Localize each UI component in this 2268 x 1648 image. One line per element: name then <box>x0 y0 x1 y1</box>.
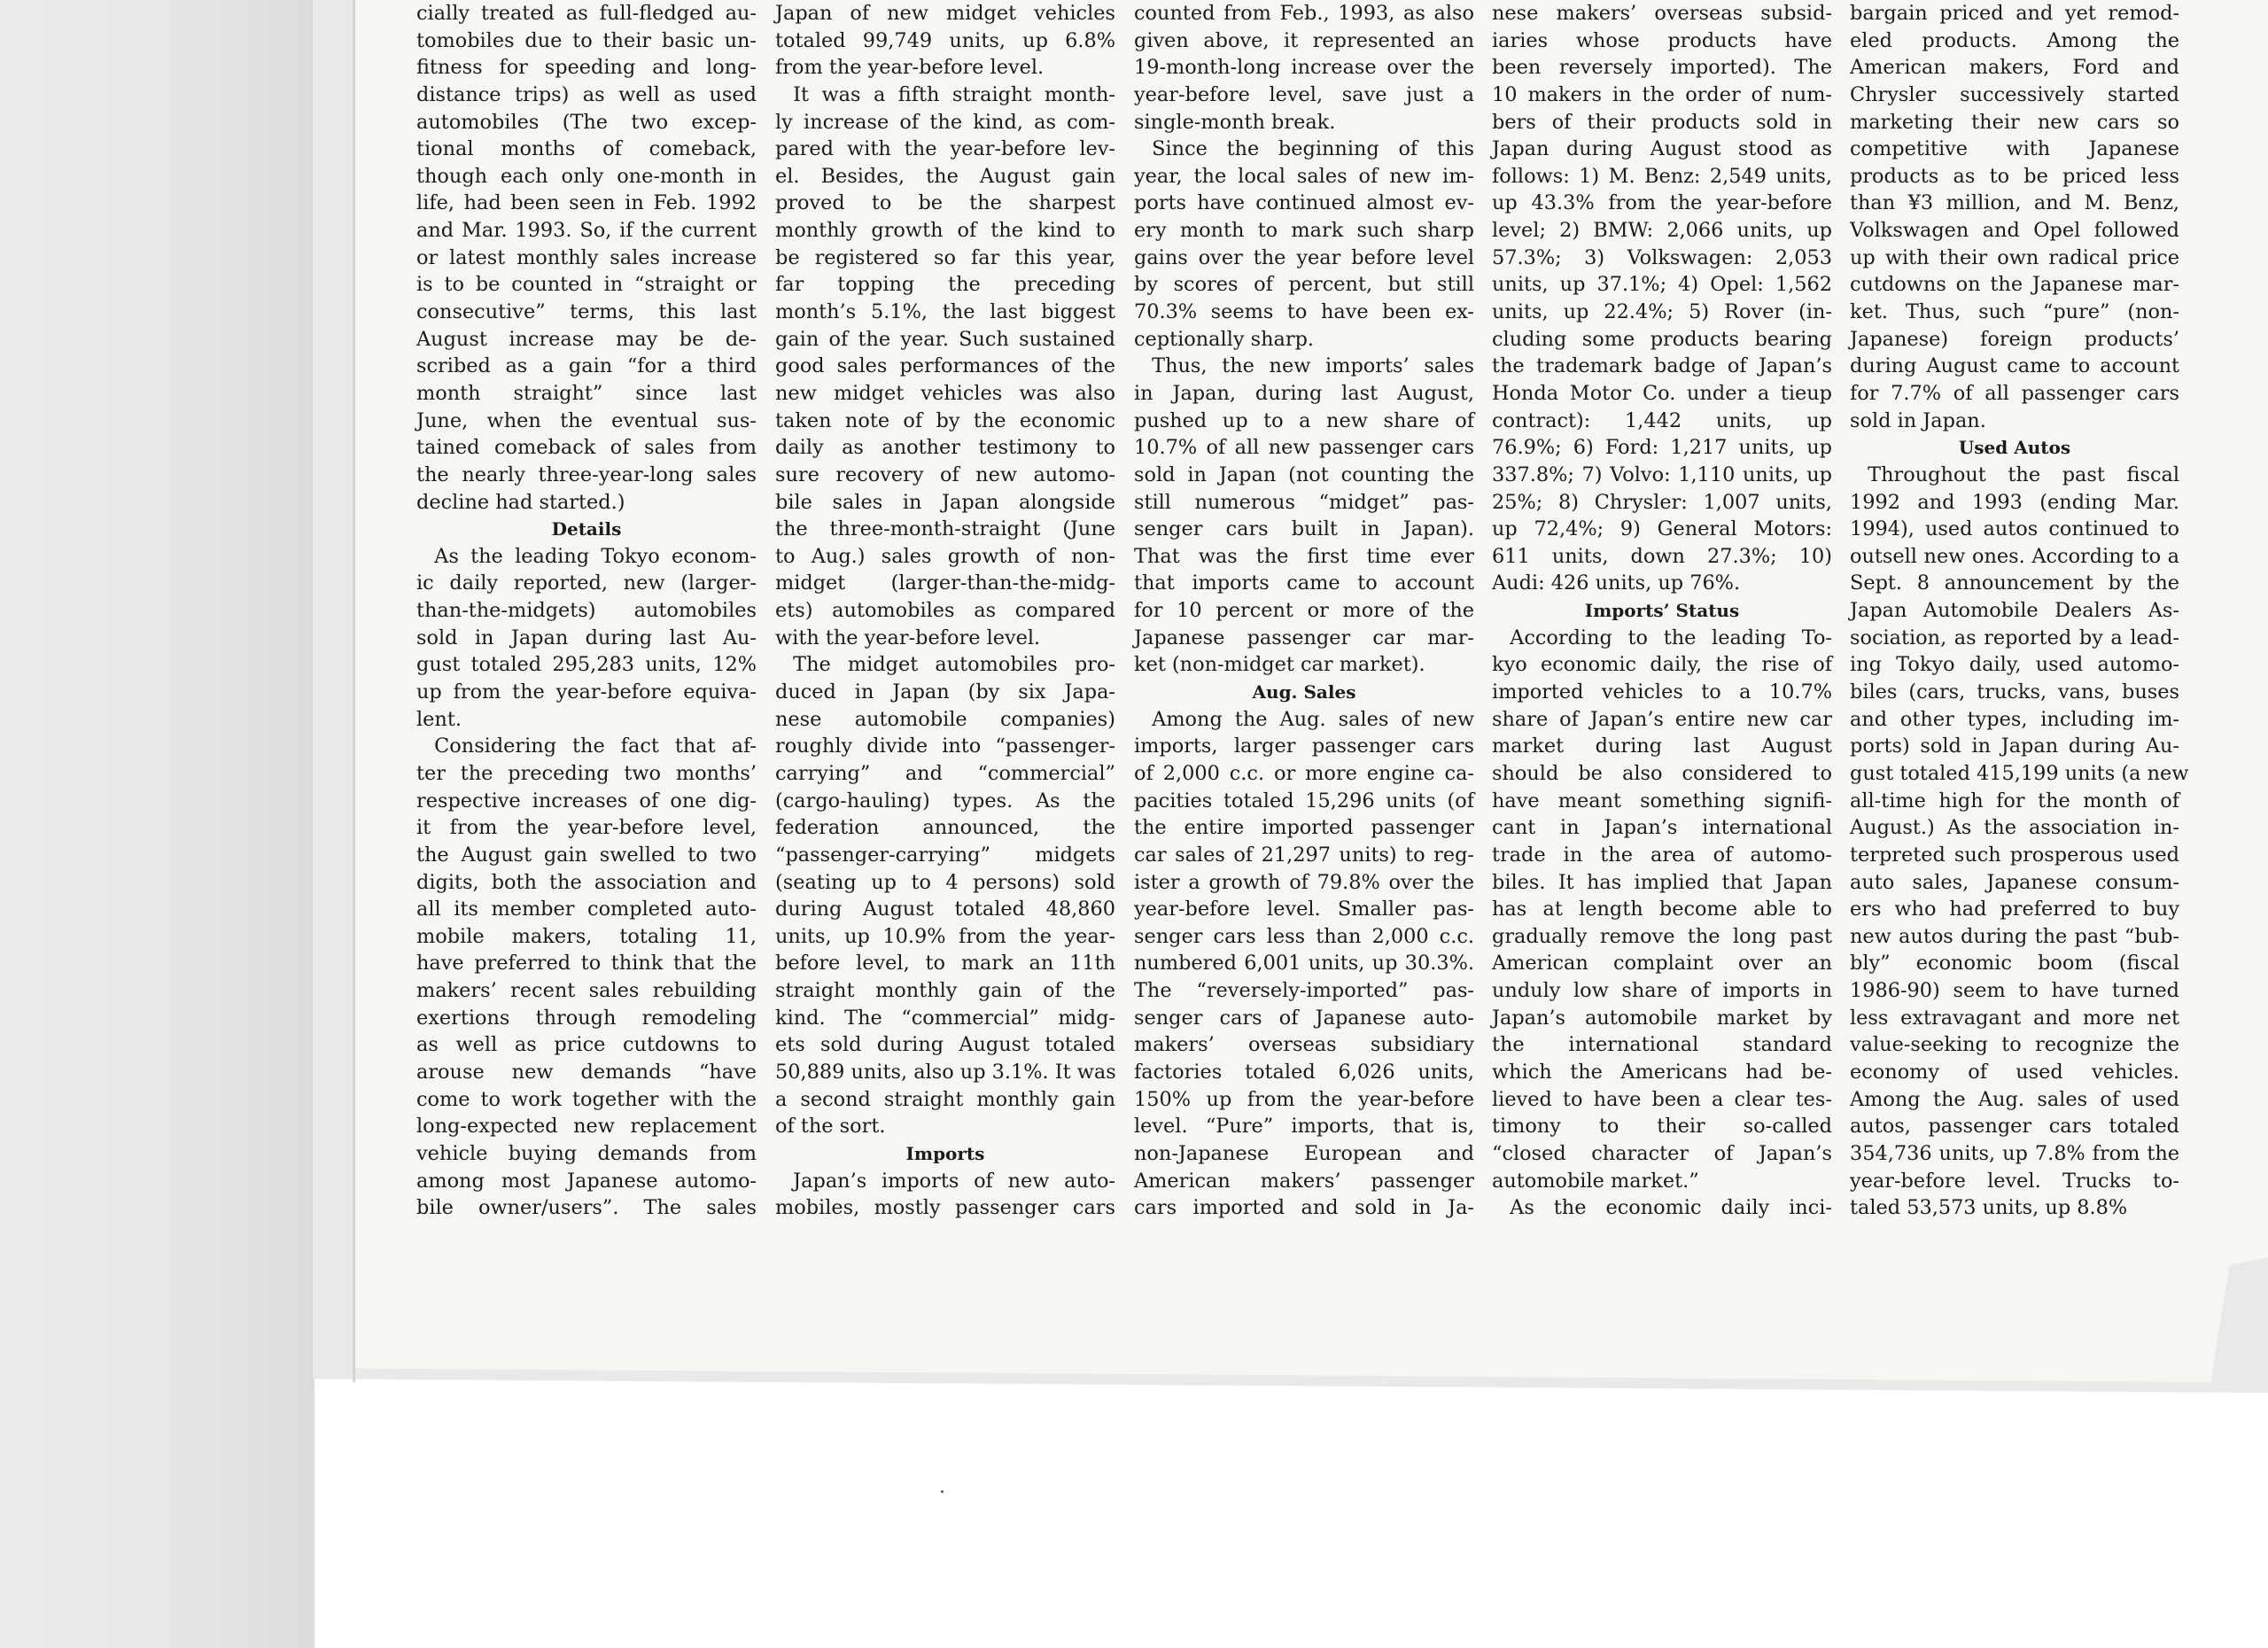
text-line: units, up 22.4%; 5) Rover (in- <box>1492 300 1832 324</box>
text-line: bile owner/users”. The sales <box>416 1196 757 1220</box>
text-line: and other types, including im- <box>1850 707 2179 731</box>
text-line: be registered so far this year, <box>775 245 1115 269</box>
text-line: kyo economic daily, the rise of <box>1492 653 1832 677</box>
text-line: has at length become able to <box>1492 898 1832 921</box>
text-line: all its member completed auto- <box>416 898 757 921</box>
text-line: Japan during August stood as <box>1492 137 1832 161</box>
text-line: (seating up to 4 persons) sold <box>775 870 1115 894</box>
text-line: sociation, as reported by a lead- <box>1850 626 2179 649</box>
text-line: Chrysler successively started <box>1850 82 2179 106</box>
text-line: American makers, Ford and <box>1850 56 2179 80</box>
text-line: bers of their products sold in <box>1492 110 1832 134</box>
text-line: long-expected new replacement <box>416 1115 757 1139</box>
text-line: competitive with Japanese <box>1850 137 2179 161</box>
text-line: gust totaled 295,283 units, 12% <box>416 653 757 677</box>
text-line: gains over the year before level <box>1134 245 1474 269</box>
text-line: exertions through remodeling <box>416 1006 757 1030</box>
text-line: pacities totaled 15,296 units (of <box>1134 789 1474 812</box>
text-line: ister a growth of 79.8% over the <box>1134 870 1474 894</box>
text-line: sold in Japan. <box>1850 408 1986 432</box>
text-line: sold in Japan (not counting the <box>1134 463 1474 486</box>
text-line: duced in Japan (by six Japa- <box>775 680 1115 704</box>
section-heading: Aug. Sales <box>1252 681 1356 704</box>
text-line: lent. <box>416 707 462 731</box>
sheet-left-edge <box>353 0 355 1382</box>
text-line: Sept. 8 announcement by the <box>1850 571 2179 595</box>
text-line: units, up 10.9% from the year- <box>775 924 1115 948</box>
text-line: As the economic daily inci- <box>1510 1196 1832 1220</box>
text-line: cant in Japan’s international <box>1492 816 1832 840</box>
text-line: 337.8%; 7) Volvo: 1,110 units, up <box>1492 463 1832 486</box>
text-line: have meant something signifi- <box>1492 789 1832 812</box>
text-line: biles (cars, trucks, vans, buses <box>1850 680 2179 704</box>
text-line: ery month to mark such sharp <box>1134 219 1474 243</box>
section-heading: Imports <box>905 1142 985 1164</box>
text-line: ic daily reported, new (larger- <box>416 571 757 595</box>
text-line: cars imported and sold in Ja- <box>1134 1196 1474 1220</box>
text-line: scribed as a gain “for a third <box>416 354 757 378</box>
text-line: ets sold during August totaled <box>775 1033 1115 1057</box>
text-line: iaries whose products have <box>1492 28 1832 52</box>
text-line: The “reversely-imported” pas- <box>1134 979 1474 1003</box>
text-line: for 10 percent or more of the <box>1134 599 1474 623</box>
text-line: monthly growth of the kind to <box>775 219 1115 243</box>
text-line: it from the year-before level, <box>416 816 757 840</box>
text-line: month’s 5.1%, the last biggest <box>775 300 1115 324</box>
text-line: According to the leading To- <box>1510 626 1832 649</box>
text-line: ket (non-midget car market). <box>1134 653 1425 677</box>
text-line: taled 53,573 units, up 8.8% <box>1850 1196 2128 1220</box>
text-line: to Aug.) sales growth of non- <box>775 544 1115 568</box>
text-line: which the Americans had be- <box>1492 1060 1832 1084</box>
text-line: new autos during the past “bub- <box>1850 924 2179 948</box>
text-line: 1994), used autos continued to <box>1850 517 2179 541</box>
text-line: kind. The “commercial” midg- <box>775 1006 1115 1030</box>
text-line: 611 units, down 27.3%; 10) <box>1492 544 1832 568</box>
article-column-2 <box>775 0 1115 1222</box>
text-line: come to work together with the <box>416 1087 757 1111</box>
article-column-5 <box>1850 0 2189 1222</box>
text-line: trade in the area of automo- <box>1492 843 1832 867</box>
text-line: 10.7% of all new passenger cars <box>1134 436 1474 460</box>
text-line: senger cars less than 2,000 c.c. <box>1134 924 1474 948</box>
text-line: Honda Motor Co. under a tieup <box>1492 381 1832 405</box>
text-line: 50,889 units, also up 3.1%. It was <box>775 1060 1116 1084</box>
text-line: been reversely imported). The <box>1492 56 1832 80</box>
text-line: lieved to have been a clear tes- <box>1492 1087 1832 1111</box>
text-line: unduly low share of imports in <box>1492 979 1832 1003</box>
text-line: and Mar. 1993. So, if the current <box>416 219 757 243</box>
text-line: ing Tokyo daily, used automo- <box>1850 653 2179 677</box>
text-line: It was a fifth straight month- <box>793 82 1115 106</box>
text-line: tional months of comeback, <box>416 137 757 161</box>
text-line: el. Besides, the August gain <box>775 164 1115 188</box>
text-line: gradually remove the long past <box>1492 924 1832 948</box>
text-line: have preferred to think that the <box>416 952 757 976</box>
text-line: “passenger-carrying” midgets <box>775 843 1115 867</box>
text-line: single-month break. <box>1134 110 1336 134</box>
text-line: marketing their new cars so <box>1850 110 2179 134</box>
text-line: level. “Pure” imports, that is, <box>1134 1115 1474 1139</box>
text-line: less extravagant and more net <box>1850 1006 2179 1030</box>
section-heading: Used Autos <box>1958 437 2071 459</box>
text-line: among most Japanese automo- <box>416 1169 757 1193</box>
text-line: 1986-90) seem to have turned <box>1850 979 2179 1003</box>
text-line: Japan’s automobile market by <box>1492 1006 1832 1030</box>
text-line: year, the local sales of new im- <box>1134 164 1474 188</box>
text-line: decline had started.) <box>416 490 625 514</box>
text-line: far topping the preceding <box>775 273 1115 297</box>
text-line: Throughout the past fiscal <box>1868 463 2179 486</box>
text-line: automobile market.” <box>1492 1169 1699 1193</box>
text-line: ket. Thus, such “pure” (non- <box>1850 300 2179 324</box>
text-line: mobile makers, totaling 11, <box>416 924 757 948</box>
text-line: August increase may be de- <box>416 327 757 351</box>
text-line: midget (larger-than-the-midg- <box>775 571 1115 595</box>
text-line: gain of the year. Such sustained <box>775 327 1115 351</box>
text-line: counted from Feb., 1993, as also <box>1134 2 1474 25</box>
text-line: vehicle buying demands from <box>416 1141 757 1165</box>
scanner-background <box>0 0 315 1648</box>
text-line: new midget vehicles was also <box>775 381 1115 405</box>
text-line: (cargo-hauling) types. As the <box>775 789 1115 812</box>
text-line: Volkswagen and Opel followed <box>1850 219 2179 243</box>
text-line: tained comeback of sales from <box>416 436 757 460</box>
text-line: with the year-before level. <box>775 626 1041 649</box>
text-line: American makers’ passenger <box>1134 1169 1474 1193</box>
text-line: by scores of percent, but still <box>1134 273 1474 297</box>
text-line: makers’ overseas subsidiary <box>1134 1033 1474 1057</box>
text-line: should be also considered to <box>1492 761 1832 785</box>
text-line: proved to be the sharpest <box>775 191 1115 215</box>
article-column-4 <box>1492 0 1832 1222</box>
text-line: carrying” and “commercial” <box>775 761 1115 785</box>
text-line: cially treated as full-fledged au- <box>416 2 757 25</box>
text-line: car sales of 21,297 units) to reg- <box>1134 843 1474 867</box>
text-line: as well as price cutdowns to <box>416 1033 757 1057</box>
text-line: totaled 99,749 units, up 6.8% <box>775 28 1115 52</box>
text-line: that imports came to account <box>1134 571 1474 595</box>
text-line: makers’ recent sales rebuilding <box>416 979 757 1003</box>
text-line: economy of used vehicles. <box>1850 1060 2179 1084</box>
text-line: a second straight monthly gain <box>775 1087 1115 1111</box>
text-line: imported vehicles to a 10.7% <box>1492 680 1832 704</box>
text-line: the three-month-straight (June <box>775 517 1115 541</box>
text-line: Japanese) foreign products’ <box>1850 327 2179 351</box>
text-line: sold in Japan during last Au- <box>416 626 757 649</box>
text-line: nese makers’ overseas subsid- <box>1492 2 1832 25</box>
text-line: timony to their so-called <box>1492 1115 1832 1139</box>
text-line: non-Japanese European and <box>1134 1141 1474 1165</box>
text-line: value-seeking to recognize the <box>1850 1033 2179 1057</box>
text-line: daily as another testimony to <box>775 436 1115 460</box>
article-column-1 <box>416 0 757 1222</box>
text-line: ports have continued almost ev- <box>1134 191 1474 215</box>
text-line: 76.9%; 6) Ford: 1,217 units, up <box>1492 436 1832 460</box>
text-line: 19-month-long increase over the <box>1134 56 1474 80</box>
text-line: ly increase of the kind, as com- <box>775 110 1115 134</box>
text-line: Considering the fact that af- <box>434 735 757 758</box>
text-line: 57.3%; 3) Volkswagen: 2,053 <box>1492 245 1832 269</box>
text-line: in Japan, during last August, <box>1134 381 1474 405</box>
text-line: auto sales, Japanese consum- <box>1850 870 2179 894</box>
text-line: straight monthly gain of the <box>775 979 1115 1003</box>
text-line: ports) sold in Japan during Au- <box>1850 735 2179 758</box>
text-line: is to be counted in “straight or <box>416 273 757 297</box>
text-line: units, up 37.1%; 4) Opel: 1,562 <box>1492 273 1832 297</box>
text-line: pared with the year-before lev- <box>775 137 1115 161</box>
underlying-sheet-edge <box>311 0 313 1393</box>
text-line: June, when the eventual sus- <box>416 408 757 432</box>
text-line: ers who had preferred to buy <box>1850 898 2179 921</box>
text-line: 70.3% seems to have been ex- <box>1134 300 1474 324</box>
text-line: 10 makers in the order of num- <box>1492 82 1832 106</box>
text-line: the entire imported passenger <box>1134 816 1474 840</box>
text-line: fitness for speeding and long- <box>416 56 757 80</box>
text-line: That was the first time ever <box>1134 544 1474 568</box>
text-line: 354,736 units, up 7.8% from the <box>1850 1141 2179 1165</box>
text-line: gust totaled 415,199 units (a new <box>1850 761 2189 785</box>
text-line: American complaint over an <box>1492 952 1832 976</box>
section-heading: Imports’ Status <box>1584 600 1740 622</box>
text-line: terpreted such prosperous used <box>1850 843 2179 867</box>
text-line: during August came to account <box>1850 354 2179 378</box>
text-line: digits, both the association and <box>416 870 757 894</box>
text-line: federation announced, the <box>775 816 1115 840</box>
text-line: Since the beginning of this <box>1152 137 1474 161</box>
paper-speck <box>941 1490 944 1493</box>
text-line: the nearly three-year-long sales <box>416 463 757 486</box>
text-line: Japanese passenger car mar- <box>1134 626 1474 649</box>
text-line: though each only one-month in <box>416 164 757 188</box>
text-line: imports, larger passenger cars <box>1134 735 1474 758</box>
text-line: year-before level. Trucks to- <box>1850 1169 2179 1193</box>
text-line: Japan’s imports of new auto- <box>793 1169 1115 1193</box>
text-line: from the year-before level. <box>775 56 1045 80</box>
text-line: sure recovery of new automo- <box>775 463 1115 486</box>
text-line: senger cars built in Japan). <box>1134 517 1474 541</box>
text-line: year-before level, save just a <box>1134 82 1474 106</box>
text-line: than-the-midgets) automobiles <box>416 599 757 623</box>
text-line: up 72,4%; 9) General Motors: <box>1492 517 1832 541</box>
text-line: “closed character of Japan’s <box>1492 1141 1832 1165</box>
text-line: consecutive” terms, this last <box>416 300 757 324</box>
article-column-3 <box>1134 0 1474 1222</box>
text-line: given above, it represented an <box>1134 28 1474 52</box>
text-line: Among the Aug. sales of used <box>1850 1087 2179 1111</box>
text-line: Japan of new midget vehicles <box>775 2 1115 25</box>
text-line: market during last August <box>1492 735 1832 758</box>
text-line: mobiles, mostly passenger cars <box>775 1196 1115 1220</box>
text-line: all-time high for the month of <box>1850 789 2179 812</box>
text-line: good sales performances of the <box>775 354 1115 378</box>
text-line: Audi: 426 units, up 76%. <box>1492 571 1741 595</box>
section-heading: Details <box>551 518 622 540</box>
text-line: Among the Aug. sales of new <box>1152 707 1474 731</box>
text-line: senger cars of Japanese auto- <box>1134 1006 1474 1030</box>
text-line: of 2,000 c.c. or more engine ca- <box>1134 761 1474 785</box>
text-line: share of Japan’s entire new car <box>1492 707 1832 731</box>
text-line: life, had been seen in Feb. 1992 <box>416 191 757 215</box>
text-line: cluding some products bearing <box>1492 327 1832 351</box>
text-line: 25%; 8) Chrysler: 1,007 units, <box>1492 490 1832 514</box>
text-line: roughly divide into “passenger- <box>775 735 1115 758</box>
text-line: ceptionally sharp. <box>1134 327 1315 351</box>
text-line: of the sort. <box>775 1115 886 1139</box>
text-line: biles. It has implied that Japan <box>1492 870 1832 894</box>
text-line: factories totaled 6,026 units, <box>1134 1060 1474 1084</box>
text-line: still numerous “midget” pas- <box>1134 490 1474 514</box>
text-line: bly” economic boom (fiscal <box>1850 952 2179 976</box>
text-line: arouse new demands “have <box>416 1060 757 1084</box>
text-line: automobiles (The two excep- <box>416 110 757 134</box>
text-line: bargain priced and yet remod- <box>1850 2 2179 25</box>
text-line: than ¥3 million, and M. Benz, <box>1850 191 2179 215</box>
text-line: during August totaled 48,860 <box>775 898 1115 921</box>
text-line: products as to be priced less <box>1850 164 2179 188</box>
text-line: for 7.7% of all passenger cars <box>1850 381 2179 405</box>
text-line: before level, to mark an 11th <box>775 952 1115 976</box>
text-line: or latest monthly sales increase <box>416 245 757 269</box>
text-line: year-before level. Smaller pas- <box>1134 898 1474 921</box>
text-line: up 43.3% from the year-before <box>1492 191 1832 215</box>
text-line: bile sales in Japan alongside <box>775 490 1115 514</box>
text-line: 1992 and 1993 (ending Mar. <box>1850 490 2179 514</box>
text-line: eled products. Among the <box>1850 28 2179 52</box>
text-line: outsell new ones. According to a <box>1850 544 2179 568</box>
text-line: ets) automobiles as compared <box>775 599 1115 623</box>
text-line: up from the year-before equiva- <box>416 680 757 704</box>
text-line: Japan Automobile Dealers As- <box>1850 599 2179 623</box>
text-line: follows: 1) M. Benz: 2,549 units, <box>1492 164 1832 188</box>
text-line: respective increases of one dig- <box>416 789 757 812</box>
text-line: numbered 6,001 units, up 30.3%. <box>1134 952 1474 976</box>
text-line: pushed up to a new share of <box>1134 408 1474 432</box>
text-line: tomobiles due to their basic un- <box>416 28 757 52</box>
text-line: nese automobile companies) <box>775 707 1115 731</box>
text-line: the trademark badge of Japan’s <box>1492 354 1832 378</box>
text-line: As the leading Tokyo econom- <box>434 544 757 568</box>
text-line: up with their own radical price <box>1850 245 2179 269</box>
text-line: the August gain swelled to two <box>416 843 757 867</box>
text-line: level; 2) BMW: 2,066 units, up <box>1492 219 1832 243</box>
text-line: month straight” since last <box>416 381 757 405</box>
text-line: The midget automobiles pro- <box>793 653 1115 677</box>
text-line: cutdowns on the Japanese mar- <box>1850 273 2179 297</box>
text-line: the international standard <box>1492 1033 1832 1057</box>
text-line: autos, passenger cars totaled <box>1850 1115 2179 1139</box>
text-line: ter the preceding two months’ <box>416 761 757 785</box>
text-line: distance trips) as well as used <box>416 82 757 106</box>
text-line: contract): 1,442 units, up <box>1492 408 1832 432</box>
text-line: taken note of by the economic <box>775 408 1115 432</box>
text-line: Thus, the new imports’ sales <box>1152 354 1474 378</box>
text-line: August.) As the association in- <box>1850 816 2179 840</box>
text-line: 150% up from the year-before <box>1134 1087 1474 1111</box>
